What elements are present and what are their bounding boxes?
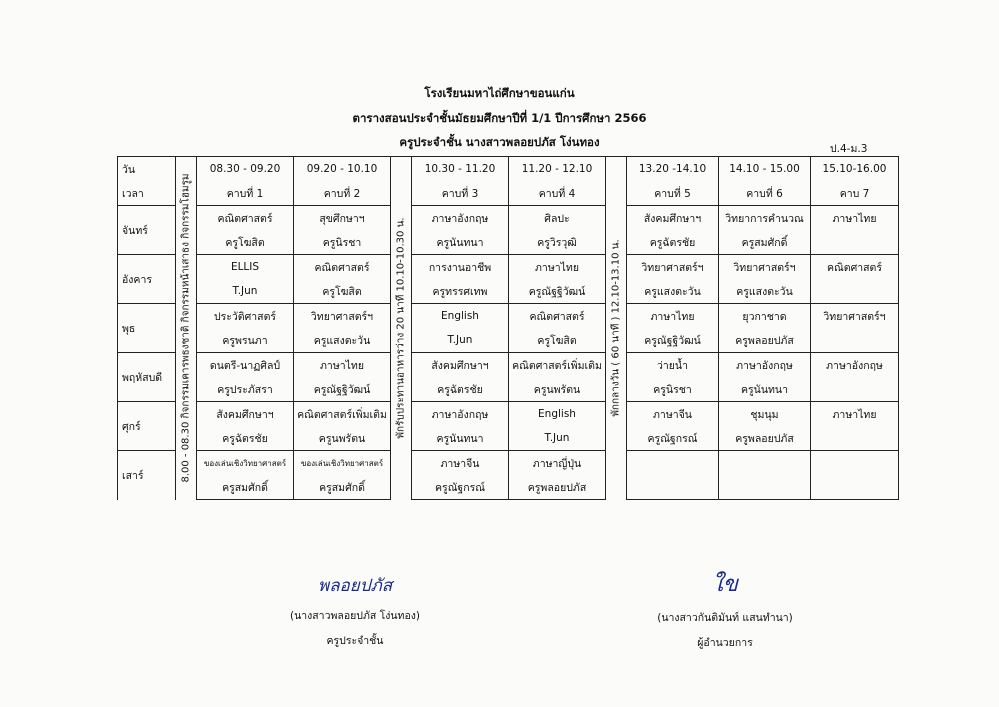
subject-cell: ภาษาอังกฤษ <box>412 402 509 427</box>
teacher-cell: ครูสมศักดิ์ <box>197 475 294 500</box>
teacher-cell: ครูณัฐกรณ์ <box>412 475 509 500</box>
teacher-cell: ครูสมศักดิ์ <box>294 475 391 500</box>
lunch-break-band <box>606 157 627 500</box>
period-label: คาบที่ 5 <box>627 181 719 206</box>
subject-cell: วิทยาศาสตร์ฯ <box>811 304 899 329</box>
teacher-cell: ครูณัฐกรณ์ <box>627 426 719 451</box>
subject-cell: ของเล่นเชิงวิทยาศาสตร์ <box>197 451 294 476</box>
class-code: ป.4-ม.3 <box>830 143 868 155</box>
time-slot: 14.10 - 15.00 <box>719 157 811 182</box>
snack-break-band <box>391 157 412 500</box>
teacher-cell <box>811 426 899 451</box>
day-label: จันทร์ <box>118 206 176 255</box>
teacher-cell <box>719 475 811 500</box>
snack-break-band-text: พักรับประทานอาหารว่าง 20 นาที 10.10-10.30 น. <box>395 217 407 439</box>
subject-cell: ศิลปะ <box>509 206 606 231</box>
morning-activity-band-text: 8.00 - 08.30 กิจกรรมเคารพธงชาติ กิจกรรมหน้าเสาธง กิจกรรมโฮมรูม <box>180 173 192 483</box>
teacher-cell <box>811 475 899 500</box>
teacher-cell: ครูทรรศเทพ <box>412 279 509 304</box>
day-label: พฤหัสบดี <box>118 353 176 402</box>
period-label: คาบที่ 3 <box>412 181 509 206</box>
teacher-cell: ครูฉัตรชัย <box>627 230 719 255</box>
subject-cell: ว่ายน้ำ <box>627 353 719 378</box>
subject-cell: การงานอาชีพ <box>412 255 509 280</box>
homeroom-signature-block <box>230 572 480 657</box>
time-slot: 10.30 - 11.20 <box>412 157 509 182</box>
director-signature: ใข <box>712 572 738 597</box>
subject-cell: สังคมศึกษาฯ <box>197 402 294 427</box>
homeroom-teacher-name: (นางสาวพลอยปภัส โง่นทอง) <box>289 610 421 622</box>
subject-cell: วิทยาศาสตร์ฯ <box>719 255 811 280</box>
subject-cell: ภาษาอังกฤษ <box>811 353 899 378</box>
subject-cell: English <box>412 304 509 329</box>
subject-cell: ภาษาอังกฤษ <box>412 206 509 231</box>
teacher-cell: ครูนันทนา <box>719 377 811 402</box>
subject-cell: English <box>509 402 606 427</box>
teacher-cell <box>627 475 719 500</box>
day-label: เสาร์ <box>118 451 176 500</box>
time-slot: 13.20 -14.10 <box>627 157 719 182</box>
teacher-cell: ครูแสงตะวัน <box>294 328 391 353</box>
time-slot: 15.10-16.00 <box>811 157 899 182</box>
lunch-break-band-text: พักกลางวัน ( 60 นาที ) 12.10-13.10 น. <box>610 239 622 417</box>
subject-cell: วิทยาศาสตร์ฯ <box>627 255 719 280</box>
subject-cell: สังคมศึกษาฯ <box>627 206 719 231</box>
teacher-cell: ครูสมศักดิ์ <box>719 230 811 255</box>
subject-cell: ยุวกาชาด <box>719 304 811 329</box>
period-label: คาบที่ 6 <box>719 181 811 206</box>
teacher-cell: ครูพลอยปภัส <box>509 475 606 500</box>
homeroom-teacher-line: ครูประจำชั้น นางสาวพลอยปภัส โง่นทอง <box>399 135 600 149</box>
teacher-cell: ครูนันทนา <box>412 426 509 451</box>
subject-cell: ภาษาอังกฤษ <box>719 353 811 378</box>
teacher-cell <box>811 377 899 402</box>
subject-cell: วิทยาการคำนวณ <box>719 206 811 231</box>
day-label: พุธ <box>118 304 176 353</box>
period-label: คาบที่ 4 <box>509 181 606 206</box>
subject-cell: ELLIS <box>197 255 294 280</box>
subject-cell: คณิตศาสตร์ <box>197 206 294 231</box>
period-label: คาบที่ 1 <box>197 181 294 206</box>
subject-cell: วิทยาศาสตร์ฯ <box>294 304 391 329</box>
teacher-cell: ครูนิรชา <box>294 230 391 255</box>
teacher-cell: ครูโฆสิต <box>509 328 606 353</box>
subject-cell: ภาษาไทย <box>627 304 719 329</box>
teacher-cell: ครูฉัตรชัย <box>412 377 509 402</box>
time-slot: 08.30 - 09.20 <box>197 157 294 182</box>
school-name: โรงเรียนมหาไถ่ศึกษาขอนแก่น <box>424 86 575 100</box>
subject-cell: ภาษาไทย <box>811 206 899 231</box>
day-label: อังคาร <box>118 255 176 304</box>
subject-cell: คณิตศาสตร์ <box>509 304 606 329</box>
time-slot: 09.20 - 10.10 <box>294 157 391 182</box>
teacher-cell: ครูพลอยปภัส <box>719 426 811 451</box>
teacher-cell: ครูนิรชา <box>627 377 719 402</box>
teacher-cell: ครูแสงตะวัน <box>627 279 719 304</box>
teacher-cell: ครูพรนภา <box>197 328 294 353</box>
teacher-cell: ครูวิรวุฒิ <box>509 230 606 255</box>
morning-activity-band <box>176 157 197 500</box>
subject-cell: ภาษาจีน <box>412 451 509 476</box>
teacher-cell: ครูโฆสิต <box>294 279 391 304</box>
subject-cell: ภาษาไทย <box>509 255 606 280</box>
subject-cell: ของเล่นเชิงวิทยาศาสตร์ <box>294 451 391 476</box>
subject-cell: สุขศึกษาฯ <box>294 206 391 231</box>
day-label: ศุกร์ <box>118 402 176 451</box>
director-role: ผู้อำนวยการ <box>697 637 753 649</box>
subject-cell: ดนตรี-นาฏศิลป์ <box>197 353 294 378</box>
teacher-cell: ครูนันทนา <box>412 230 509 255</box>
teacher-cell: ครูฉัตรชัย <box>197 426 294 451</box>
teacher-cell: T.Jun <box>197 279 294 304</box>
schedule-title: ตารางสอนประจำชั้นมัธยมศึกษาปีที่ 1/1 ปีการศึกษา 2566 <box>352 111 647 125</box>
teacher-cell <box>811 328 899 353</box>
teacher-cell <box>811 279 899 304</box>
teacher-cell: ครูณัฐฐิวัฒน์ <box>294 377 391 402</box>
homeroom-teacher-role: ครูประจำชั้น <box>326 635 384 647</box>
period-label: คาบที่ 2 <box>294 181 391 206</box>
director-signature-block <box>590 566 860 659</box>
subject-cell: ภาษาญี่ปุ่น <box>509 451 606 476</box>
teacher-cell: ครูณัฐฐิวัฒน์ <box>627 328 719 353</box>
time-slot: 11.20 - 12.10 <box>509 157 606 182</box>
director-name: (นางสาวกันติมันท์ แสนทำนา) <box>657 612 793 624</box>
homeroom-signature: พลอยปภัส <box>317 576 393 596</box>
subject-cell <box>627 451 719 476</box>
subject-cell: ภาษาไทย <box>294 353 391 378</box>
teacher-cell: ครูนพรัตน <box>294 426 391 451</box>
teacher-cell: T.Jun <box>412 328 509 353</box>
teacher-cell <box>811 230 899 255</box>
timetable <box>117 156 899 500</box>
subject-cell: ภาษาจีน <box>627 402 719 427</box>
teacher-cell: ครูพลอยปภัส <box>719 328 811 353</box>
teacher-cell: ครูประภัสรา <box>197 377 294 402</box>
teacher-cell: ครูนพรัตน <box>509 377 606 402</box>
subject-cell: คณิตศาสตร์ <box>294 255 391 280</box>
day-header: วัน <box>118 157 176 182</box>
subject-cell: คณิตศาสตร์ <box>811 255 899 280</box>
teacher-cell: ครูแสงตะวัน <box>719 279 811 304</box>
subject-cell: ประวัติศาสตร์ <box>197 304 294 329</box>
teacher-cell: ครูณัฐฐิวัฒน์ <box>509 279 606 304</box>
subject-cell: ภาษาไทย <box>811 402 899 427</box>
period-label: คาบ 7 <box>811 181 899 206</box>
subject-cell: คณิตศาสตร์เพิ่มเติม <box>509 353 606 378</box>
subject-cell <box>811 451 899 476</box>
time-header: เวลา <box>118 181 176 206</box>
subject-cell: คณิตศาสตร์เพิ่มเติม <box>294 402 391 427</box>
teacher-cell: ครูโฆสิต <box>197 230 294 255</box>
teacher-cell: T.Jun <box>509 426 606 451</box>
subject-cell: สังคมศึกษาฯ <box>412 353 509 378</box>
subject-cell: ชุมนุม <box>719 402 811 427</box>
subject-cell <box>719 451 811 476</box>
